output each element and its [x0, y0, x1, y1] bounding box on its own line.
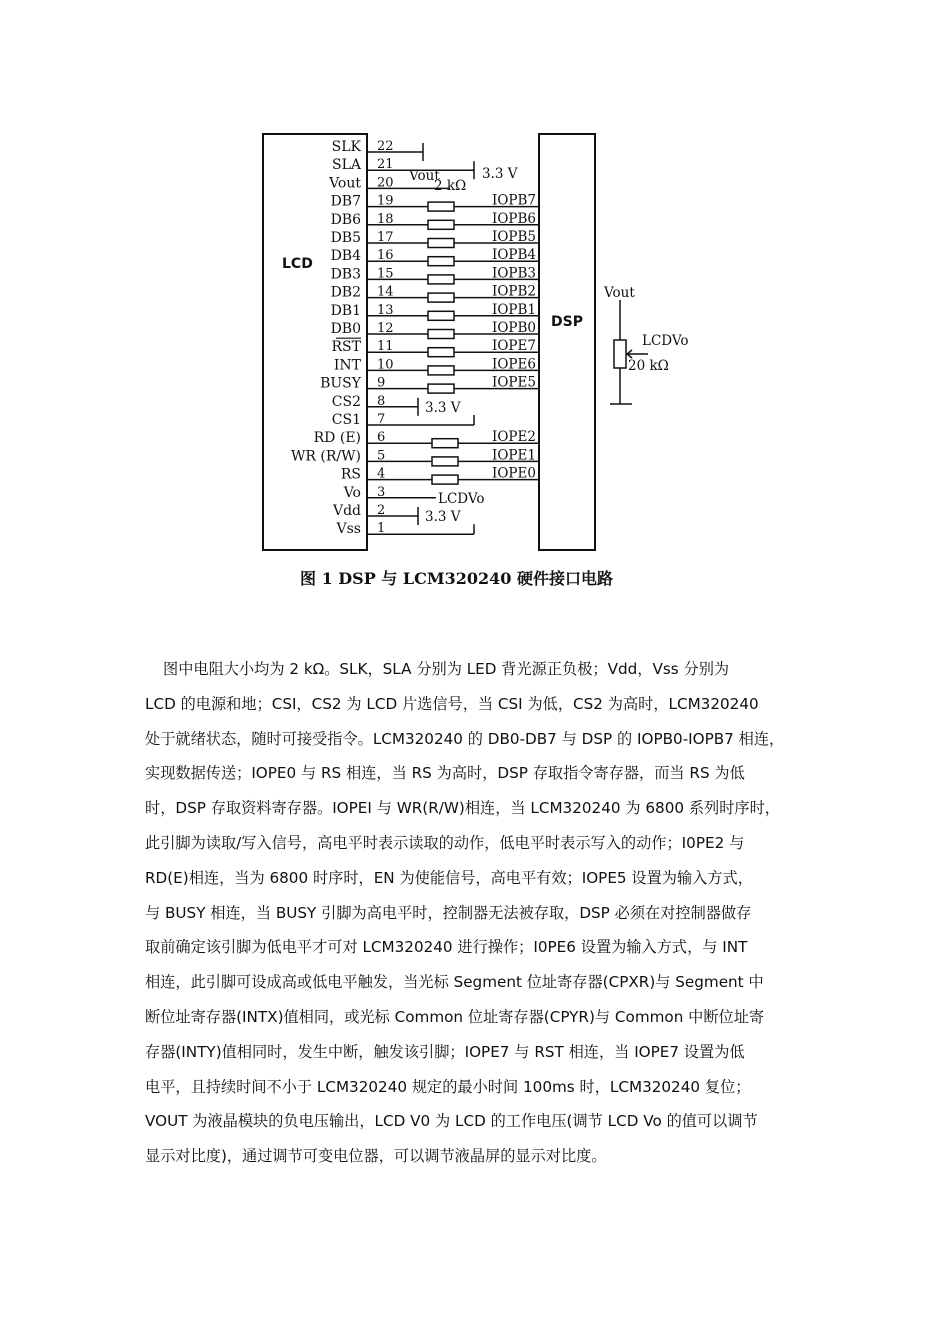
dsp-port-label: IOPE7 [492, 338, 536, 355]
text-line: VOUT 为液晶模块的负电压输出，LCD V0 为 LCD 的工作电压(调节 LCD Vo 的值可以调节 [145, 1112, 758, 1131]
text-line: 存器(INTY)值相同时，发生中断，触发该引脚；IOPE7 与 RST 相连，当 IOPE7 设置为低 [145, 1042, 745, 1061]
pin-name: SLA [332, 157, 361, 174]
pot-vout-label: Vout [604, 285, 635, 301]
pin-name: WR (R/W) [291, 448, 361, 465]
dsp-port-label: IOPB4 [492, 247, 536, 264]
pin-row [331, 302, 539, 321]
pin-name: DB2 [330, 284, 361, 301]
dsp-label: DSP [551, 314, 583, 330]
pin-row [331, 265, 539, 284]
pin-number: 21 [377, 157, 394, 173]
pin-row [331, 229, 539, 248]
pin-name: DB7 [330, 193, 361, 210]
pin-number: 6 [377, 430, 386, 446]
dsp-box [539, 134, 595, 550]
pin-number: 14 [377, 284, 394, 300]
supply-label: 3.3 V [482, 166, 518, 183]
resistor-value-label: 2 kΩ [434, 178, 467, 194]
pin-name: INT [333, 357, 361, 374]
pin-number: 1 [377, 521, 386, 537]
pin-name: DB4 [330, 248, 361, 265]
dsp-port-label: IOPB3 [492, 265, 536, 282]
text-line: 实现数据传送；IOPE0 与 RS 相连，当 RS 为高时，DSP 存取指令寄存器，而当 RS 为低 [145, 764, 745, 783]
pin-number: 18 [377, 211, 394, 227]
resistor [428, 366, 454, 375]
pin-number: 3 [377, 484, 386, 500]
resistor [432, 439, 458, 448]
pin-name: BUSY [320, 375, 361, 392]
pin-number: 5 [377, 448, 386, 464]
resistor [428, 220, 454, 229]
pin-row [341, 466, 539, 485]
text-line: RD(E)相连，当为 6800 时序时，EN 为使能信号，高电平有效；IOPE5 设置为输入方式， [145, 868, 753, 887]
pin-number: 22 [377, 139, 394, 154]
pin-number: 12 [377, 321, 394, 336]
pin-name: CS2 [331, 393, 361, 410]
resistor [428, 275, 454, 284]
pin-number: 2 [377, 503, 386, 518]
text-line: 图中电阻大小均为 2 kΩ。SLK，SLA 分别为 LED 背光源正负极；Vdd，Vss 分别为 [163, 660, 730, 678]
resistor [428, 239, 454, 248]
dsp-port-label: IOPB7 [492, 192, 536, 209]
resistor [428, 311, 454, 320]
text-line: 此引脚为读取/写入信号，高电平时表示读取的动作，低电平时表示写入的动作；I0PE2 与 [145, 833, 745, 852]
pin-name: Vo [343, 484, 361, 501]
vout-pin-label: Vout [409, 168, 440, 184]
pin-name: DB5 [330, 230, 361, 246]
pot-value-label: 20 kΩ [628, 358, 669, 374]
dsp-port-label: IOPB1 [492, 301, 536, 318]
resistor [428, 330, 454, 339]
pin-name: CS1 [331, 412, 361, 428]
pin-number: 19 [377, 193, 394, 209]
pin-number: 15 [377, 266, 394, 282]
resistor [428, 293, 454, 302]
pin-row [291, 447, 539, 466]
dsp-port-label: IOPB6 [492, 210, 536, 227]
dsp-port-label: IOPE1 [492, 447, 536, 464]
dsp-port-label: IOPB5 [492, 229, 536, 245]
pin-number: 10 [377, 357, 394, 373]
pin-name: Vout [329, 175, 361, 192]
pin-number: 11 [377, 339, 394, 355]
dsp-port-label: IOPB2 [492, 283, 536, 300]
text-line: 时，DSP 存取资料寄存器。IOPEI 与 WR(R/W)相连，当 LCM320240 为 6800 系列时序时， [145, 799, 780, 818]
lcdvo-label: LCDVo [438, 490, 485, 507]
resistor [428, 202, 454, 211]
figure-caption: 图 1 DSP 与 LCM320240 硬件接口电路 [300, 569, 613, 588]
text-line: 处于就绪状态，随时可接受指令。LCM320240 的 DB0-DB7 与 DSP 的 IOPB0-IOPB7 相连， [145, 729, 785, 748]
pin-name: DB6 [330, 211, 361, 228]
pin-row [320, 375, 539, 394]
pin-name: Vss [336, 521, 361, 538]
dsp-port-label: IOPE2 [492, 429, 536, 446]
dsp-port-label: IOPE6 [492, 356, 536, 373]
pin-name: DB3 [330, 266, 361, 283]
text-line: 电平，且持续时间不小于 LCM320240 规定的最小时间 100ms 时，LCM320240 复位； [145, 1077, 751, 1096]
pin-name: RS [340, 466, 361, 483]
pin-number: 7 [377, 412, 386, 427]
pin-number: 4 [377, 466, 386, 482]
resistor [428, 384, 454, 393]
resistor [432, 457, 458, 466]
pin-row [331, 193, 539, 212]
pin-row [314, 429, 539, 448]
supply-label: 3.3 V [425, 509, 461, 525]
text-line: 显示对比度)，通过调节可变电位器，可以调节液晶屏的显示对比度。 [145, 1147, 607, 1166]
pin-name: Vdd [332, 503, 361, 519]
pin-row [331, 247, 539, 266]
text-line: 断位址寄存器(INTX)值相同，或光标 Common 位址寄存器(CPYR)与 Common 中断位址寄 [145, 1007, 765, 1026]
lcd-label: LCD [282, 256, 313, 272]
text-line: 取前确定该引脚为低电平才可对 LCM320240 进行操作；I0PE6 设置为输入方式，与 INT [145, 938, 748, 957]
resistor [428, 257, 454, 266]
pin-name: DB1 [330, 302, 361, 319]
resistor [428, 348, 454, 357]
dsp-port-label: IOPE5 [492, 374, 536, 391]
potentiometer [610, 300, 648, 404]
pin-number: 16 [377, 248, 394, 264]
body-paragraph [145, 652, 825, 1174]
text-line: 相连，此引脚可设成高或低电平触发，当光标 Segment 位址寄存器(CPXR)与 Segment 中 [145, 973, 764, 992]
pin-row [332, 338, 539, 357]
pin-row [331, 284, 539, 303]
pin-number: 8 [377, 393, 386, 409]
pin-name: RST [331, 339, 361, 356]
circuit-diagram [0, 0, 950, 600]
pot-lcdvo-label: LCDVo [642, 333, 689, 349]
dsp-port-label: IOPB0 [492, 320, 536, 336]
text-line: 与 BUSY 相连，当 BUSY 引脚为高电平时，控制器无法被存取，DSP 必须在对控制器做存 [145, 903, 752, 922]
pin-rows [291, 139, 539, 537]
pin-number: 17 [377, 230, 394, 245]
supply-label: 3.3 V [425, 399, 461, 416]
pin-number: 9 [377, 375, 386, 391]
pin-name: DB0 [330, 321, 361, 337]
pin-row [331, 320, 539, 339]
dsp-port-label: IOPE0 [492, 465, 536, 482]
pin-number: 20 [377, 175, 394, 191]
pin-row [334, 356, 539, 375]
text-line: LCD 的电源和地；CSI，CS2 为 LCD 片选信号，当 CSI 为低，CS2 为高时，LCM320240 [145, 694, 759, 713]
pin-row [343, 485, 485, 507]
pin-row [331, 211, 539, 230]
pin-name: RD (E) [313, 430, 361, 447]
pin-number: 13 [377, 302, 394, 318]
resistor [432, 475, 458, 484]
pin-name: SLK [331, 139, 361, 155]
